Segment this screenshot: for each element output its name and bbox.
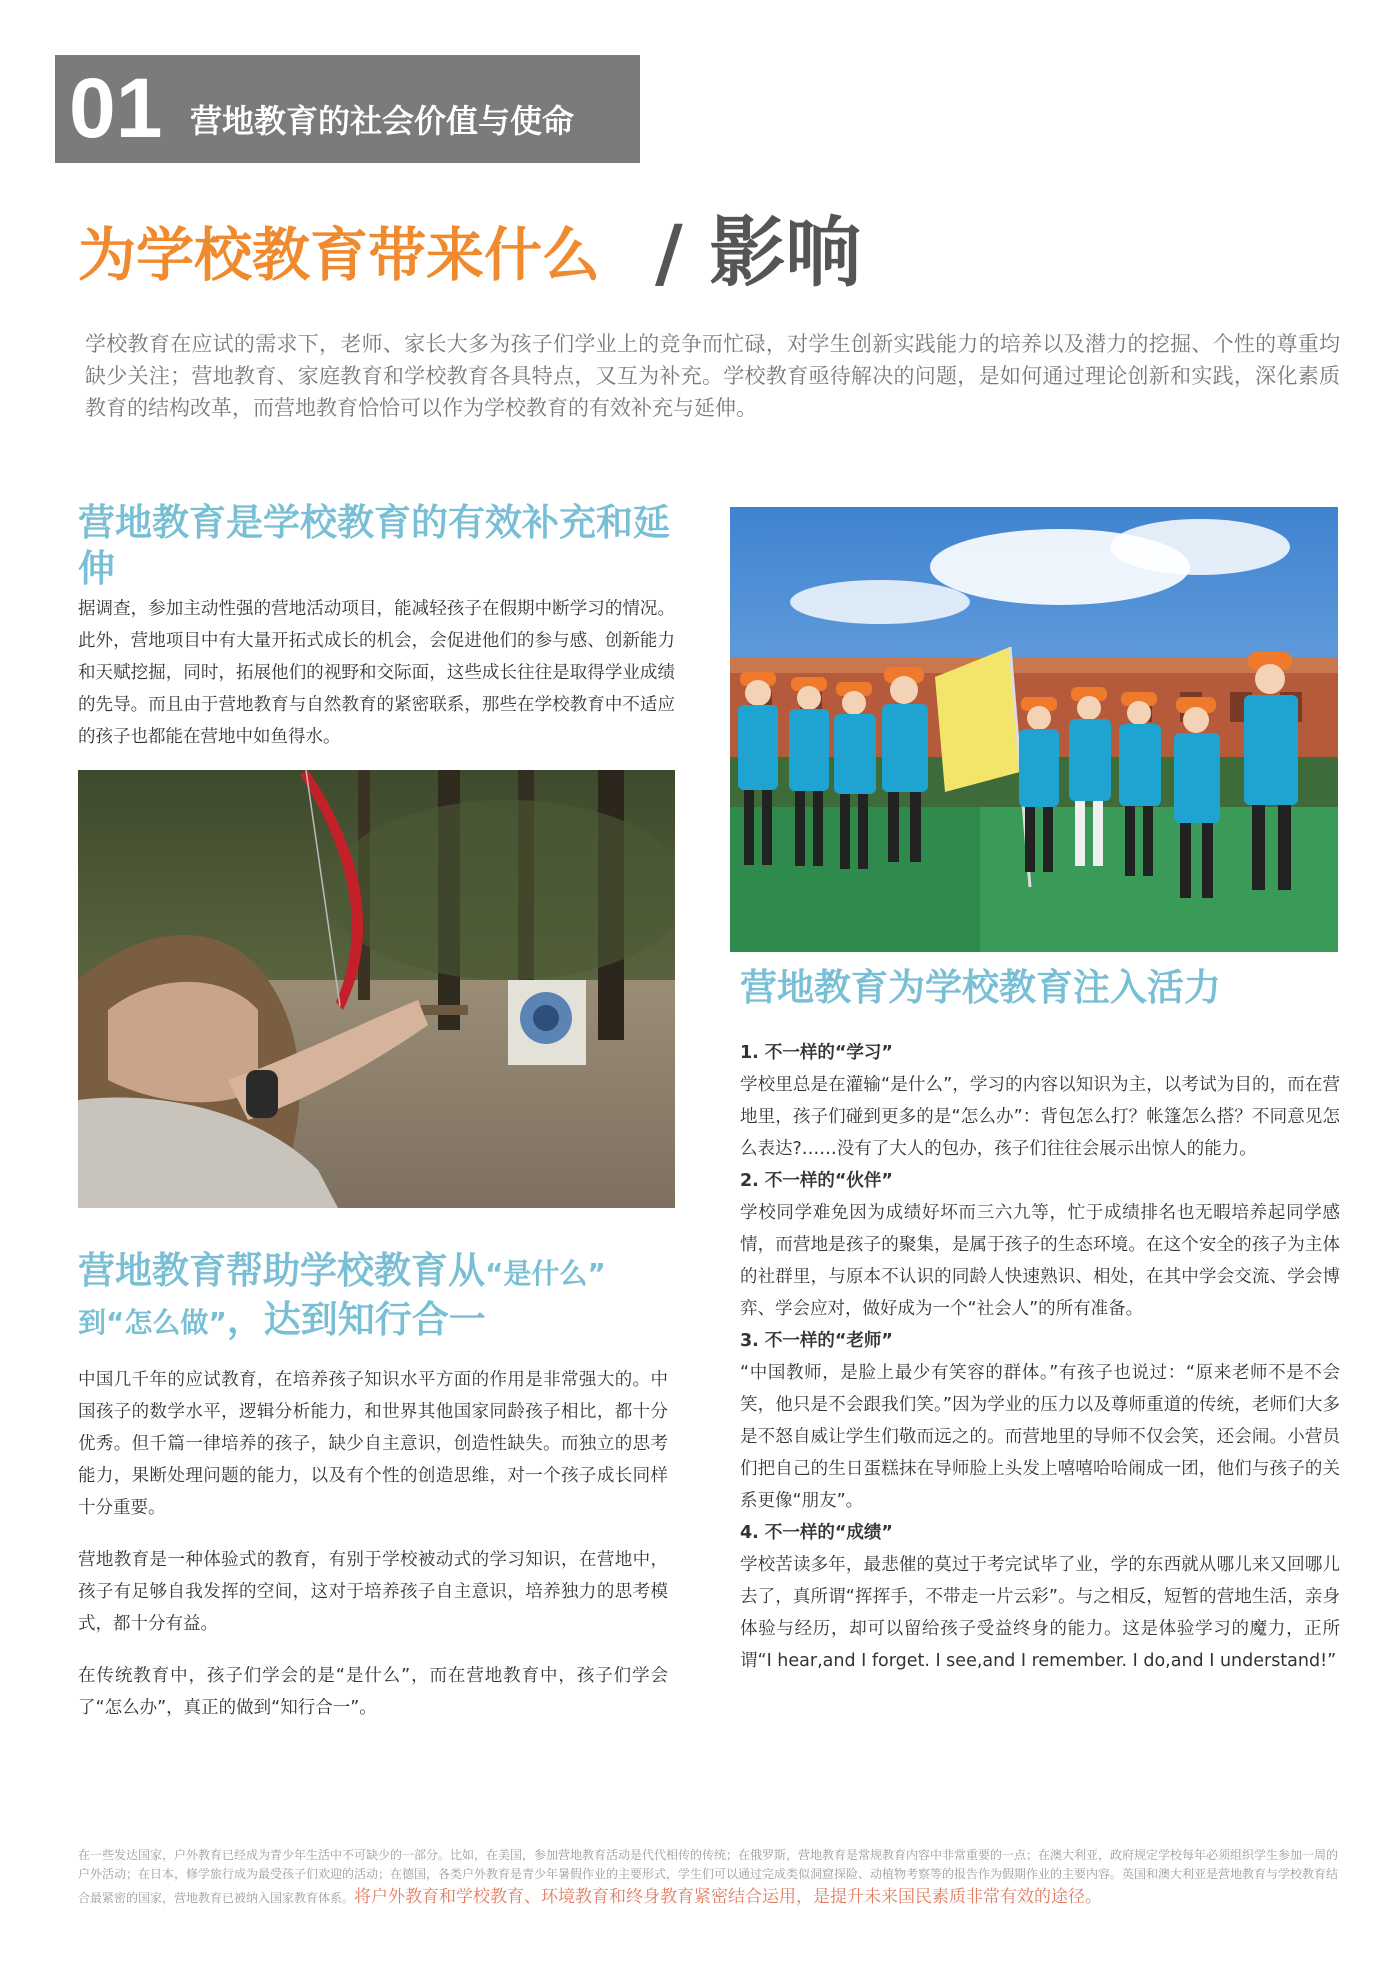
section3-title: 营地教育为学校教育注入活力	[740, 966, 1221, 1009]
section3-body	[740, 1037, 1340, 1677]
footnote	[78, 1846, 1340, 1910]
footnote-highlight: 将户外教育和学校教育、环境教育和终身教育紧密结合运用，是提升未来国民素质非常有效的途径。	[354, 1887, 1103, 1907]
section2-title	[78, 1248, 698, 1346]
section2-paragraph: 在传统教育中，孩子们学会的是“是什么”，而在营地教育中，孩子们学会了“怎么办”，真正的做到“知行合一”。	[78, 1666, 668, 1718]
section2-title-part2: ，达到知行合一	[226, 1298, 486, 1341]
section3-item-text: “中国教师，是脸上最少有笑容的群体。”有孩子也说过：“原来老师不是不会笑，他只是不会跟我们笑。”因为学业的压力以及尊师重道的传统，老师们大多是不怒自威让学生们敬而远之的。而营地里的导师不仅会笑，还会闹。小营员们把自己的生日蛋糕抹在导师脸上头发上嘻嘻哈哈闹成一团，他们与孩子的关系更像“朋友”。	[740, 1363, 1340, 1511]
section1-body: 据调查，参加主动性强的营地活动项目，能减轻孩子在假期中断学习的情况。此外，营地项目中有大量开拓式成长的机会，会促进他们的参与感、创新能力和天赋挖掘，同时，拓展他们的视野和交际面，这些成长往往是取得学业成绩的先导。而且由于营地教育与自然教育的紧密联系，那些在学校教育中不适应的孩子也都能在营地中如鱼得水。	[78, 599, 675, 747]
section3-item-text: 学校里总是在灌输“是什么”，学习的内容以知识为主，以考试为目的，而在营地里，孩子们碰到更多的是“怎么办”：背包怎么打？帐篷怎么搭？不同意见怎么表达?……没有了大人的包办，孩子们往往会展示出惊人的能力。	[740, 1075, 1340, 1159]
section-header	[55, 55, 640, 163]
section2-title-quote2: 到“怎么做”	[78, 1306, 227, 1339]
section2-title-quote1: “是什么”	[485, 1257, 606, 1290]
section3-item-heading: 3. 不一样的“老师”	[740, 1331, 893, 1351]
section3-item-heading: 1. 不一样的“学习”	[740, 1043, 893, 1063]
section3-item-text: 学校苦读多年，最悲催的莫过于考完试毕了业，学的东西就从哪儿来又回哪儿去了，真所谓“挥挥手，不带走一片云彩”。与之相反，短暂的营地生活，亲身体验与经历，却可以留给孩子受益终身的能力。这是体验学习的魔力，正所谓“I hear,and I forget. I see,and I remember. I do,and I understand!”	[740, 1555, 1340, 1671]
section1-title: 营地教育是学校教育的有效补充和延伸	[78, 501, 670, 590]
page-title: 为学校教育带来什么	[78, 221, 601, 289]
section-number: 01	[69, 61, 163, 155]
page-title-impact: / 影响	[655, 208, 862, 297]
section2-paragraph: 营地教育是一种体验式的教育，有别于学校被动式的学习知识，在营地中，孩子有足够自我发挥的空间，这对于培养孩子自主意识，培养独力的思考模式，都十分有益。	[78, 1550, 668, 1634]
campers-group-photo	[730, 507, 1338, 952]
footnote-text: 在一些发达国家，户外教育已经成为青少年生活中不可缺少的一部分。比如，在美国，参加营地教育活动是代代相传的传统；在俄罗斯，营地教育是常规教育内容中非常重要的一点；在澳大利亚，政府规定学校每年必须组织学生参加一周的户外活动；在日本，修学旅行成为最受孩子们欢迎的活动；在德国，各类户外教育是青少年暑假作业的主要形式，学生们可以通过完成类似洞窟探险、动植物考察等的报告作为假期作业的主要内容。英国和澳大利亚是营地教育与学校教育结合最紧密的国家，营地教育已被纳入国家教育体系。	[78, 1848, 1339, 1905]
section2-paragraph: 中国几千年的应试教育，在培养孩子知识水平方面的作用是非常强大的。中国孩子的数学水平，逻辑分析能力，和世界其他国家同龄孩子相比，都十分优秀。但千篇一律培养的孩子，缺少自主意识，创造性缺失。而独立的思考能力，果断处理问题的能力，以及有个性的创造思维，对一个孩子成长同样十分重要。	[78, 1370, 668, 1518]
section2-title-part1: 营地教育帮助学校教育从	[78, 1249, 485, 1292]
intro-paragraph: 学校教育在应试的需求下，老师、家长大多为孩子们学业上的竞争而忙碌，对学生创新实践能力的培养以及潜力的挖掘、个性的尊重均缺少关注；营地教育、家庭教育和学校教育各具特点，又互为补充。学校教育亟待解决的问题，是如何通过理论创新和实践，深化素质教育的结构改革，而营地教育恰恰可以作为学校教育的有效补充与延伸。	[85, 332, 1340, 420]
section3-item-heading: 4. 不一样的“成绩”	[740, 1523, 893, 1543]
section3-item-heading: 2. 不一样的“伙伴”	[740, 1171, 893, 1191]
archery-photo	[78, 770, 675, 1208]
section2-body	[78, 1364, 668, 1744]
section-header-title: 营地教育的社会价值与使命	[190, 102, 575, 140]
section3-item-text: 学校同学难免因为成绩好坏而三六九等，忙于成绩排名也无暇培养起同学感情，而营地是孩子的聚集，是属于孩子的生态环境。在这个安全的孩子为主体的社群里，与原本不认识的同龄人快速熟识、相处，在其中学会交流、学会博弈、学会应对，做好成为一个“社会人”的所有准备。	[740, 1203, 1340, 1319]
